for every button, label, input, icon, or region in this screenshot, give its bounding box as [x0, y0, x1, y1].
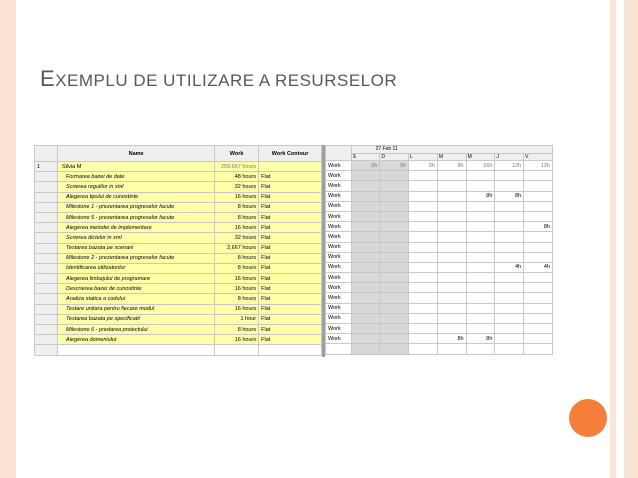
- work-contour-cell[interactable]: Flat: [259, 172, 322, 182]
- work-cell[interactable]: 8 hours: [215, 263, 259, 273]
- work-value-cell[interactable]: [351, 324, 380, 334]
- work-cell[interactable]: 16 hours: [215, 284, 259, 294]
- row-id[interactable]: [35, 314, 58, 324]
- right-decor-stripe: [624, 0, 638, 478]
- work-contour-cell[interactable]: Flat: [259, 202, 322, 212]
- day-header-cell: L: [409, 153, 438, 161]
- work-cell[interactable]: 8 hours: [215, 294, 259, 304]
- work-value-cell[interactable]: [524, 313, 553, 323]
- work-value-cell[interactable]: [466, 313, 495, 323]
- table-row[interactable]: [35, 335, 322, 345]
- work-value-cell[interactable]: [409, 191, 438, 201]
- work-value-cell[interactable]: [466, 283, 495, 293]
- table-row[interactable]: [35, 304, 322, 314]
- work-value-cell[interactable]: [351, 181, 380, 191]
- detail-label: Work: [326, 293, 352, 303]
- detail-label: Work: [326, 273, 352, 283]
- work-value-cell[interactable]: [380, 252, 409, 262]
- work-value-cell[interactable]: [437, 313, 466, 323]
- work-value-cell[interactable]: [524, 252, 553, 262]
- table-row[interactable]: [35, 202, 322, 212]
- work-cell[interactable]: 32 hours: [215, 233, 259, 243]
- work-value-cell[interactable]: [466, 273, 495, 283]
- detail-label: Work: [326, 313, 352, 323]
- work-value-cell[interactable]: [495, 344, 524, 354]
- table-row[interactable]: [35, 253, 322, 263]
- work-contour-cell[interactable]: Flat: [259, 223, 322, 233]
- work-value-cell[interactable]: [351, 303, 380, 313]
- timephased-row: [326, 171, 553, 181]
- work-cell[interactable]: 16 hours: [215, 274, 259, 284]
- detail-label: Work: [326, 201, 352, 211]
- day-header-cell: S: [351, 153, 380, 161]
- work-value-cell[interactable]: [495, 273, 524, 283]
- work-cell[interactable]: 16 hours: [215, 335, 259, 345]
- detail-label: Work: [326, 242, 352, 252]
- work-value-cell[interactable]: [351, 334, 380, 344]
- work-value-cell[interactable]: [351, 313, 380, 323]
- work-value-cell[interactable]: [380, 171, 409, 181]
- timephased-row: [326, 211, 553, 221]
- table-row[interactable]: [35, 243, 322, 253]
- work-value-cell[interactable]: [466, 222, 495, 232]
- header-work[interactable]: Work: [215, 146, 259, 162]
- resource-name-cell[interactable]: Milestone 6 - predarea proiectului: [58, 325, 215, 335]
- timephased-row: [326, 334, 553, 344]
- detail-label: Work: [326, 222, 352, 232]
- work-value-cell[interactable]: [409, 232, 438, 242]
- table-row[interactable]: [35, 212, 322, 222]
- day-header-cell: M: [466, 153, 495, 161]
- work-value-cell[interactable]: [495, 303, 524, 313]
- work-value-cell[interactable]: [495, 313, 524, 323]
- work-value-cell[interactable]: [380, 324, 409, 334]
- work-cell[interactable]: 259,667 hours: [215, 162, 259, 172]
- timephased-row: [326, 324, 553, 334]
- work-contour-cell[interactable]: [259, 345, 322, 355]
- work-cell[interactable]: 8 hours: [215, 325, 259, 335]
- work-value-cell[interactable]: 8h: [437, 161, 466, 171]
- work-value-cell[interactable]: [524, 324, 553, 334]
- table-row[interactable]: [35, 182, 322, 192]
- detail-header: [326, 146, 352, 161]
- work-contour-cell[interactable]: [259, 162, 322, 172]
- resource-name-cell[interactable]: Alegerea tipului de cunostinte: [58, 192, 215, 202]
- work-value-cell[interactable]: [351, 211, 380, 221]
- work-value-cell[interactable]: [380, 283, 409, 293]
- work-value-cell[interactable]: [351, 273, 380, 283]
- work-value-cell[interactable]: [351, 201, 380, 211]
- detail-label: Work: [326, 211, 352, 221]
- timephased-row: [326, 242, 553, 252]
- work-value-cell[interactable]: [380, 273, 409, 283]
- table-row[interactable]: [35, 223, 322, 233]
- work-value-cell[interactable]: [466, 201, 495, 211]
- table-row[interactable]: [35, 192, 322, 202]
- work-contour-cell[interactable]: Flat: [259, 284, 322, 294]
- row-id[interactable]: [35, 325, 58, 335]
- table-row[interactable]: [35, 162, 322, 172]
- work-value-cell[interactable]: [437, 242, 466, 252]
- work-value-cell[interactable]: [380, 211, 409, 221]
- work-value-cell[interactable]: [437, 222, 466, 232]
- work-value-cell[interactable]: [466, 171, 495, 181]
- resource-name-cell[interactable]: Testarea bazata pe specificatii: [58, 314, 215, 324]
- table-row[interactable]: [35, 233, 322, 243]
- right-decor-stripe-thin: [610, 0, 616, 478]
- work-value-cell[interactable]: [380, 191, 409, 201]
- resource-name-cell[interactable]: Alegerea domeniului: [58, 335, 215, 345]
- work-value-cell[interactable]: [409, 313, 438, 323]
- work-value-cell[interactable]: 8h: [495, 191, 524, 201]
- work-value-cell[interactable]: 8h: [524, 222, 553, 232]
- work-value-cell[interactable]: [380, 344, 409, 354]
- row-id[interactable]: 1: [35, 162, 58, 172]
- work-value-cell[interactable]: [495, 211, 524, 221]
- timephased-row: [326, 161, 553, 171]
- day-header-cell: V: [524, 153, 553, 161]
- resource-name-cell[interactable]: Testare unitara pentru fiecare modul: [58, 304, 215, 314]
- work-contour-cell[interactable]: Flat: [259, 233, 322, 243]
- work-value-cell[interactable]: [409, 324, 438, 334]
- detail-label: Work: [326, 283, 352, 293]
- work-value-cell[interactable]: [380, 232, 409, 242]
- work-value-cell[interactable]: [524, 232, 553, 242]
- table-row[interactable]: [35, 345, 322, 355]
- work-value-cell[interactable]: [437, 293, 466, 303]
- work-value-cell[interactable]: [351, 222, 380, 232]
- slide-title: [40, 66, 397, 92]
- work-value-cell[interactable]: [524, 303, 553, 313]
- row-id[interactable]: [35, 284, 58, 294]
- day-header-cell: D: [380, 153, 409, 161]
- detail-label: Work: [326, 252, 352, 262]
- detail-label: [326, 344, 352, 354]
- resource-name-cell[interactable]: Scrierea regulilor in xml: [58, 182, 215, 192]
- row-id[interactable]: [35, 192, 58, 202]
- decor-orange-circle: [569, 399, 607, 437]
- work-value-cell[interactable]: [409, 181, 438, 191]
- row-id[interactable]: [35, 263, 58, 273]
- timephased-row: [326, 252, 553, 262]
- work-value-cell[interactable]: [437, 262, 466, 272]
- table-row[interactable]: [35, 263, 322, 273]
- work-value-cell[interactable]: [466, 211, 495, 221]
- work-value-cell[interactable]: [524, 283, 553, 293]
- row-id[interactable]: [35, 335, 58, 345]
- work-contour-cell[interactable]: Flat: [259, 325, 322, 335]
- work-value-cell[interactable]: [437, 201, 466, 211]
- work-contour-cell[interactable]: Flat: [259, 253, 322, 263]
- work-cell[interactable]: 2,667 hours: [215, 243, 259, 253]
- work-value-cell[interactable]: [524, 273, 553, 283]
- work-contour-cell[interactable]: Flat: [259, 294, 322, 304]
- work-value-cell[interactable]: 12h: [495, 161, 524, 171]
- timephased-row: [326, 222, 553, 232]
- work-value-cell[interactable]: [409, 222, 438, 232]
- table-row[interactable]: [35, 294, 322, 304]
- work-value-cell[interactable]: [380, 222, 409, 232]
- work-contour-cell[interactable]: Flat: [259, 314, 322, 324]
- detail-label: Work: [326, 262, 352, 272]
- work-value-cell[interactable]: [409, 242, 438, 252]
- work-value-cell[interactable]: 8h: [437, 334, 466, 344]
- resource-name-cell[interactable]: Milestone 5 - prezentarea progreselor facute: [58, 212, 215, 222]
- table-row[interactable]: [35, 284, 322, 294]
- timephased-grid: [325, 145, 553, 355]
- work-value-cell[interactable]: [437, 171, 466, 181]
- work-value-cell[interactable]: [495, 242, 524, 252]
- work-cell[interactable]: 1 hour: [215, 314, 259, 324]
- week-header: 27 Feb 11: [351, 146, 552, 154]
- work-cell[interactable]: 16 hours: [215, 304, 259, 314]
- work-value-cell[interactable]: [466, 262, 495, 272]
- resource-name-cell[interactable]: Milestone 1 - prezentarea progreselor facute: [58, 202, 215, 212]
- timephased-row: [326, 201, 553, 211]
- row-id[interactable]: [35, 202, 58, 212]
- work-cell[interactable]: 16 hours: [215, 192, 259, 202]
- work-value-cell[interactable]: [466, 293, 495, 303]
- work-value-cell[interactable]: [351, 344, 380, 354]
- work-value-cell[interactable]: 8h: [466, 334, 495, 344]
- timephased-row: [326, 283, 553, 293]
- work-value-cell[interactable]: [524, 293, 553, 303]
- table-row[interactable]: [35, 274, 322, 284]
- work-value-cell[interactable]: 0h: [351, 161, 380, 171]
- work-contour-cell[interactable]: Flat: [259, 304, 322, 314]
- resource-name-cell[interactable]: Milestone 2 - prezentarea progreselor facute: [58, 253, 215, 263]
- row-id[interactable]: [35, 223, 58, 233]
- row-id[interactable]: [35, 274, 58, 284]
- detail-label: Work: [326, 161, 352, 171]
- resource-name-cell[interactable]: Identificarea utilizatorilor: [58, 263, 215, 273]
- row-id[interactable]: [35, 304, 58, 314]
- header-id[interactable]: [35, 146, 58, 162]
- left-decor-stripe: [0, 0, 16, 478]
- work-value-cell[interactable]: [524, 334, 553, 344]
- work-value-cell[interactable]: [437, 303, 466, 313]
- work-value-cell[interactable]: [409, 252, 438, 262]
- work-value-cell[interactable]: [437, 344, 466, 354]
- title-rest: XEMPLU DE UTILIZARE A RESURSELOR: [55, 71, 398, 90]
- day-header-cell: J: [495, 153, 524, 161]
- work-value-cell[interactable]: [524, 201, 553, 211]
- row-id[interactable]: [35, 212, 58, 222]
- resource-name-cell[interactable]: Alegerea metodei de implementare: [58, 223, 215, 233]
- work-contour-cell[interactable]: Flat: [259, 192, 322, 202]
- work-value-cell[interactable]: [380, 313, 409, 323]
- timephased-row: [326, 191, 553, 201]
- detail-label: Work: [326, 191, 352, 201]
- work-value-cell[interactable]: 4h: [524, 262, 553, 272]
- work-value-cell[interactable]: [380, 181, 409, 191]
- work-value-cell[interactable]: 0h: [380, 161, 409, 171]
- work-value-cell[interactable]: [409, 211, 438, 221]
- resource-name-cell[interactable]: Analiza statica a codului: [58, 294, 215, 304]
- resource-name-cell[interactable]: Alegerea limbajului de programare: [58, 274, 215, 284]
- work-value-cell[interactable]: [524, 191, 553, 201]
- detail-label: Work: [326, 232, 352, 242]
- work-cell[interactable]: 8 hours: [215, 212, 259, 222]
- work-value-cell[interactable]: [409, 201, 438, 211]
- resource-name-cell[interactable]: Testarea bazata pe scenarii: [58, 243, 215, 253]
- work-value-cell[interactable]: [380, 303, 409, 313]
- work-value-cell[interactable]: [380, 262, 409, 272]
- work-value-cell[interactable]: [495, 324, 524, 334]
- work-cell[interactable]: 32 hours: [215, 182, 259, 192]
- timephased-row: [326, 303, 553, 313]
- row-id[interactable]: [35, 243, 58, 253]
- work-value-cell[interactable]: [437, 252, 466, 262]
- work-value-cell[interactable]: [466, 252, 495, 262]
- work-value-cell[interactable]: [495, 293, 524, 303]
- row-id[interactable]: [35, 233, 58, 243]
- resource-usage-view: [34, 145, 553, 357]
- header-name[interactable]: Name: [58, 146, 215, 162]
- work-value-cell[interactable]: [409, 171, 438, 181]
- work-value-cell[interactable]: [409, 262, 438, 272]
- work-value-cell[interactable]: [466, 303, 495, 313]
- work-value-cell[interactable]: [437, 324, 466, 334]
- resource-sheet: [34, 145, 322, 356]
- work-value-cell[interactable]: [524, 211, 553, 221]
- resource-name-cell[interactable]: Silvia M: [58, 162, 215, 172]
- resource-name-cell[interactable]: Scrierea dictelor in xml: [58, 233, 215, 243]
- work-value-cell[interactable]: [380, 242, 409, 252]
- row-id[interactable]: [35, 172, 58, 182]
- work-value-cell[interactable]: [466, 232, 495, 242]
- detail-label: Work: [326, 334, 352, 344]
- work-value-cell[interactable]: [380, 334, 409, 344]
- work-contour-cell[interactable]: Flat: [259, 335, 322, 345]
- row-id[interactable]: [35, 345, 58, 355]
- detail-label: Work: [326, 171, 352, 181]
- work-value-cell[interactable]: [466, 324, 495, 334]
- work-value-cell[interactable]: [409, 334, 438, 344]
- work-value-cell[interactable]: [409, 283, 438, 293]
- work-value-cell[interactable]: [351, 283, 380, 293]
- work-value-cell[interactable]: [524, 242, 553, 252]
- timephased-row: [326, 181, 553, 191]
- work-value-cell[interactable]: [495, 334, 524, 344]
- work-value-cell[interactable]: [437, 232, 466, 242]
- timephased-row: [326, 313, 553, 323]
- work-value-cell[interactable]: [524, 344, 553, 354]
- detail-label: Work: [326, 303, 352, 313]
- work-value-cell[interactable]: [437, 191, 466, 201]
- work-contour-cell[interactable]: Flat: [259, 243, 322, 253]
- work-value-cell[interactable]: [409, 293, 438, 303]
- work-value-cell[interactable]: [351, 262, 380, 272]
- day-header-cell: M: [437, 153, 466, 161]
- resource-name-cell[interactable]: Formarea bazei de date: [58, 172, 215, 182]
- work-value-cell[interactable]: [495, 222, 524, 232]
- work-value-cell[interactable]: [495, 252, 524, 262]
- table-row[interactable]: [35, 172, 322, 182]
- work-value-cell[interactable]: [466, 242, 495, 252]
- work-value-cell[interactable]: 12h: [524, 161, 553, 171]
- row-id[interactable]: [35, 253, 58, 263]
- work-value-cell[interactable]: [437, 283, 466, 293]
- timephased-row: [326, 273, 553, 283]
- work-value-cell[interactable]: [351, 171, 380, 181]
- work-value-cell[interactable]: [524, 171, 553, 181]
- table-row[interactable]: [35, 325, 322, 335]
- work-value-cell[interactable]: [437, 181, 466, 191]
- timephased-row: [326, 262, 553, 272]
- work-value-cell[interactable]: [466, 344, 495, 354]
- work-value-cell[interactable]: [409, 273, 438, 283]
- work-contour-cell[interactable]: Flat: [259, 263, 322, 273]
- table-row[interactable]: [35, 314, 322, 324]
- work-value-cell[interactable]: [437, 211, 466, 221]
- work-value-cell[interactable]: [437, 273, 466, 283]
- work-value-cell[interactable]: [351, 252, 380, 262]
- work-value-cell[interactable]: [466, 181, 495, 191]
- row-id[interactable]: [35, 182, 58, 192]
- work-value-cell[interactable]: [351, 232, 380, 242]
- work-value-cell[interactable]: [409, 303, 438, 313]
- detail-label: Work: [326, 181, 352, 191]
- work-value-cell[interactable]: [495, 171, 524, 181]
- work-value-cell[interactable]: 0h: [409, 161, 438, 171]
- work-contour-cell[interactable]: Flat: [259, 212, 322, 222]
- timephased-row: [326, 232, 553, 242]
- work-value-cell[interactable]: 16h: [466, 161, 495, 171]
- work-value-cell[interactable]: [351, 242, 380, 252]
- header-work-contour[interactable]: Work Contour: [259, 146, 322, 162]
- work-value-cell[interactable]: [524, 181, 553, 191]
- work-value-cell[interactable]: [409, 344, 438, 354]
- row-id[interactable]: [35, 294, 58, 304]
- work-value-cell[interactable]: [380, 293, 409, 303]
- timephased-row: [326, 344, 553, 354]
- work-value-cell[interactable]: [495, 283, 524, 293]
- work-value-cell[interactable]: [495, 181, 524, 191]
- work-cell[interactable]: [215, 345, 259, 355]
- timephased-row: [326, 293, 553, 303]
- work-contour-cell[interactable]: Flat: [259, 274, 322, 284]
- work-value-cell[interactable]: 8h: [466, 191, 495, 201]
- work-contour-cell[interactable]: Flat: [259, 182, 322, 192]
- work-cell[interactable]: 8 hours: [215, 253, 259, 263]
- title-initial: E: [40, 66, 56, 91]
- resource-name-cell[interactable]: Descrierea bazei de cunostinte: [58, 284, 215, 294]
- work-value-cell[interactable]: [351, 191, 380, 201]
- work-cell[interactable]: 8 hours: [215, 202, 259, 212]
- work-value-cell[interactable]: [351, 293, 380, 303]
- work-value-cell[interactable]: [495, 201, 524, 211]
- detail-label: Work: [326, 324, 352, 334]
- work-value-cell[interactable]: [495, 232, 524, 242]
- work-cell[interactable]: 48 hours: [215, 172, 259, 182]
- work-value-cell[interactable]: 4h: [495, 262, 524, 272]
- work-value-cell[interactable]: [380, 201, 409, 211]
- resource-name-cell[interactable]: [58, 345, 215, 355]
- work-cell[interactable]: 16 hours: [215, 223, 259, 233]
